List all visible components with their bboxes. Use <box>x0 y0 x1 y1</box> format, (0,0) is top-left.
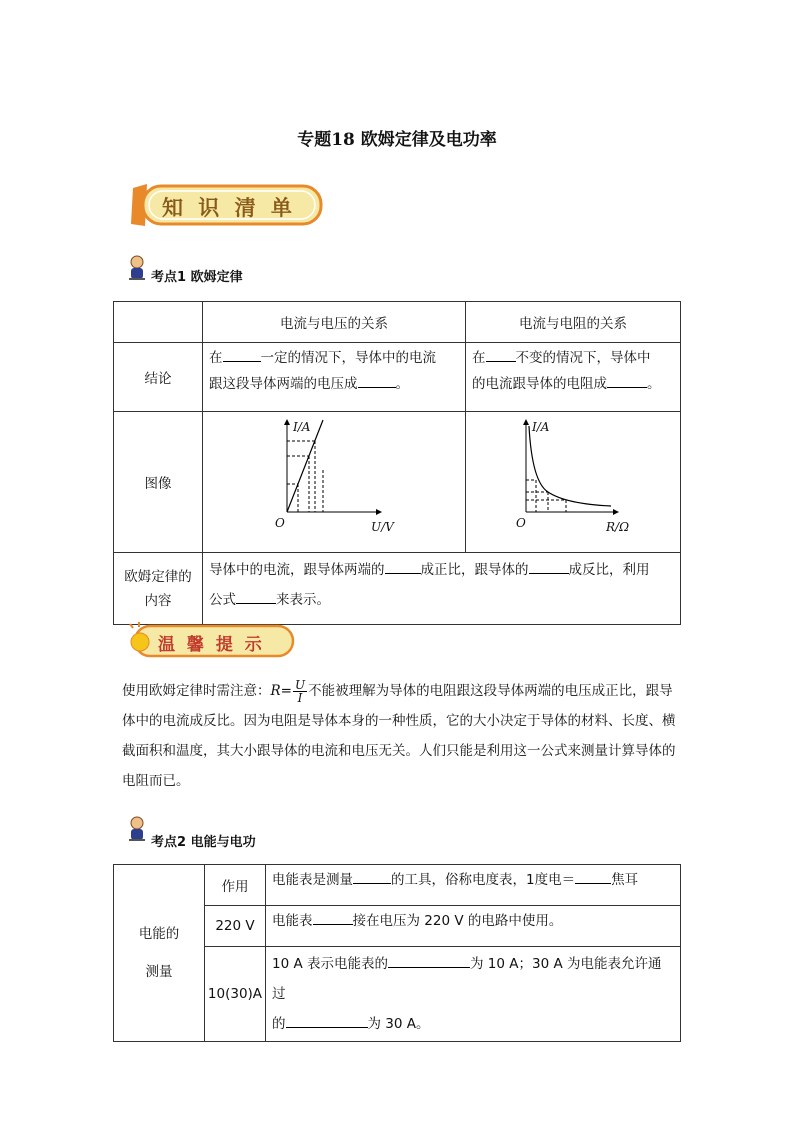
graph1-y-label: I/A <box>293 420 311 434</box>
kp1-heading: 考点1 欧姆定律 <box>151 270 243 285</box>
tip-paragraph: 使用欧姆定律时需注意：R= $\frac{U}{I}$ 不能被理解为导体的电阻跟这段导体两端的电压成正比，跟导体中的电流成反比。因为电阻是导体本身的一种性质，它的大小决定于导体的材料、长度、横截面积和温度，其大小跟导体的电流和电压无关。人们只能是利用这一公式来测量计算导体的电阻而已。 <box>122 677 676 789</box>
row-220v-text: 电能表 接在电压为 220 V 的电路中使用。 <box>266 906 681 947</box>
teacher-avatar-icon <box>127 816 147 842</box>
graph2-y-label: I/A <box>532 420 550 434</box>
row-10-30a-label: 10(30)A <box>205 947 266 1042</box>
row-function-text: 电能表是测量 的工具，俗称电度表，1度电＝ 焦耳 <box>266 865 681 906</box>
graph2-origin: O <box>516 516 526 530</box>
graph1-x-label: U/V <box>371 520 394 534</box>
row-function-label: 作用 <box>205 865 266 906</box>
table1-corner <box>114 302 203 343</box>
row-220v-label: 220 V <box>205 906 266 947</box>
knowledge-banner-label: 知 识 清 单 <box>162 195 296 220</box>
row-graph-label: 图像 <box>114 412 203 553</box>
row-law-label: 欧姆定律的 内容 <box>114 553 203 625</box>
energy-measure-label: 电能的 测量 <box>114 865 205 1042</box>
ohm-law-table <box>113 301 681 625</box>
energy-table <box>113 864 681 1042</box>
law-content: 导体中的电流，跟导体两端的 成正比，跟导体的 成反比，利用 公式 来表示。 <box>203 553 681 625</box>
conclusion-voltage: 在 一定的情况下，导体中的电流 跟这段导体两端的电压成 。 <box>203 343 466 412</box>
kp2-heading: 考点2 电能与电功 <box>151 835 256 850</box>
ohm-fraction: $\frac{U}{I}$ <box>294 677 306 705</box>
col-resistance-relation: 电流与电阻的关系 <box>466 302 681 343</box>
page-title: 专题18 欧姆定律及电功率 <box>297 130 497 150</box>
tip-banner-label: 温 馨 提 示 <box>158 635 265 655</box>
graph-i-r <box>466 412 681 553</box>
graph-i-u <box>203 412 466 553</box>
graph2-x-label: R/Ω <box>606 520 630 534</box>
conclusion-resistance: 在 不变的情况下，导体中 的电流跟导体的电阻成 。 <box>466 343 681 412</box>
row-10-30a-text: 10 A 表示电能表的 为 10 A；30 A 为电能表允许通过 的 为 30 A。 <box>266 947 681 1042</box>
graph1-origin: O <box>275 516 285 530</box>
row-conclusion-label: 结论 <box>114 343 203 412</box>
teacher-avatar-icon <box>127 255 147 281</box>
col-voltage-relation: 电流与电压的关系 <box>203 302 466 343</box>
